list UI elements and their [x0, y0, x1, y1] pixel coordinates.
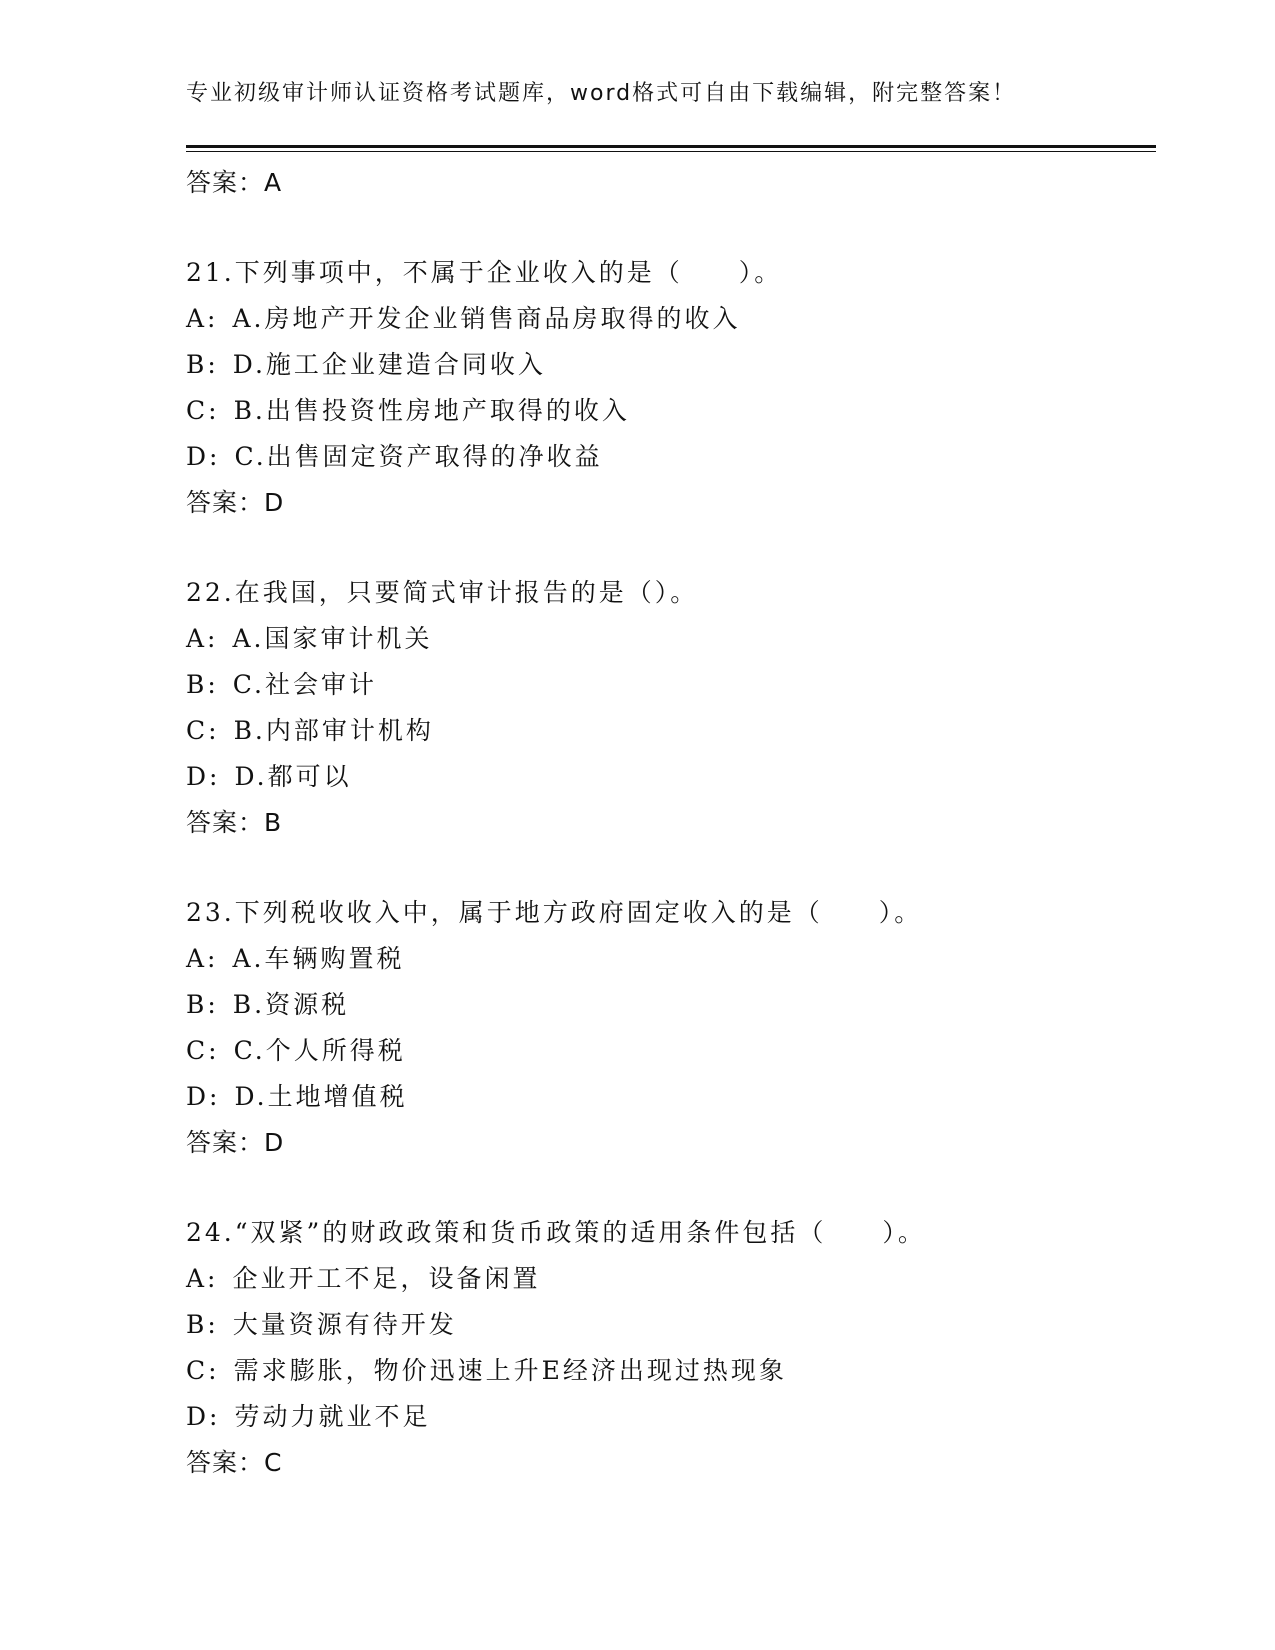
- option-a: [186, 936, 1166, 982]
- option-b: [186, 342, 1166, 388]
- answer-line: 答案：D: [186, 488, 285, 517]
- page-header: 专业初级审计师认证资格考试题库，word格式可自由下载编辑，附完整答案！: [186, 81, 1017, 106]
- question-stem: 21.下列事项中，不属于企业收入的是（ ）。: [186, 258, 783, 287]
- option-d: [186, 1394, 1166, 1440]
- option-text: D.都可以: [234, 762, 352, 791]
- option-label: B:: [186, 670, 219, 699]
- option-label: C:: [186, 1036, 220, 1065]
- option-c: [186, 708, 1166, 754]
- header-divider-thin: [186, 151, 1156, 152]
- option-label: D:: [186, 762, 221, 791]
- option-text: A.车辆购置税: [232, 944, 405, 973]
- option-b: [186, 982, 1166, 1028]
- option-label: B:: [186, 350, 219, 379]
- option-text: 需求膨胀，物价迅速上升E经济出现过热现象: [233, 1356, 787, 1385]
- option-label: D:: [186, 442, 221, 471]
- option-label: D:: [186, 1402, 221, 1431]
- option-c: [186, 388, 1166, 434]
- option-label: A:: [186, 1264, 219, 1293]
- question-stem: 24.“双紧”的财政政策和货币政策的适用条件包括（ ）。: [186, 1218, 926, 1247]
- option-a: [186, 296, 1166, 342]
- option-label: A:: [186, 304, 219, 333]
- option-label: B:: [186, 1310, 219, 1339]
- option-c: [186, 1028, 1166, 1074]
- option-label: C:: [186, 716, 220, 745]
- answer-line: 答案：C: [186, 1448, 283, 1477]
- option-text: B.内部审计机构: [233, 716, 434, 745]
- option-a: [186, 616, 1166, 662]
- option-text: 企业开工不足，设备闲置: [232, 1264, 541, 1293]
- option-a: [186, 1256, 1166, 1302]
- question-21: [186, 250, 1166, 526]
- option-label: B:: [186, 990, 219, 1019]
- answer-line: 答案：B: [186, 808, 283, 837]
- question-list: [186, 160, 1166, 1486]
- option-label: C:: [186, 396, 220, 425]
- option-text: C.出售固定资产取得的净收益: [234, 442, 603, 471]
- question-stem: 22.在我国，只要简式审计报告的是（）。: [186, 578, 699, 607]
- option-text: D.土地增值税: [234, 1082, 408, 1111]
- option-text: A.国家审计机关: [232, 624, 433, 653]
- option-text: 劳动力就业不足: [234, 1402, 431, 1431]
- header-divider-thick: [186, 145, 1156, 148]
- option-b: [186, 662, 1166, 708]
- answer-line: 答案：D: [186, 1128, 285, 1157]
- option-text: C.社会审计: [232, 670, 377, 699]
- option-d: [186, 1074, 1166, 1120]
- option-text: 大量资源有待开发: [232, 1310, 457, 1339]
- option-text: C.个人所得税: [233, 1036, 406, 1065]
- option-text: A.房地产开发企业销售商品房取得的收入: [232, 304, 741, 333]
- question-24: [186, 1210, 1166, 1486]
- option-d: [186, 434, 1166, 480]
- option-text: D.施工企业建造合同收入: [232, 350, 546, 379]
- previous-answer: 答案：A: [186, 168, 283, 197]
- question-22: [186, 570, 1166, 846]
- question-23: [186, 890, 1166, 1166]
- option-label: C:: [186, 1356, 220, 1385]
- option-label: A:: [186, 944, 219, 973]
- option-label: D:: [186, 1082, 221, 1111]
- option-c: [186, 1348, 1166, 1394]
- option-label: A:: [186, 624, 219, 653]
- question-stem: 23.下列税收收入中，属于地方政府固定收入的是（ ）。: [186, 898, 923, 927]
- option-d: [186, 754, 1166, 800]
- option-b: [186, 1302, 1166, 1348]
- option-text: B.出售投资性房地产取得的收入: [233, 396, 630, 425]
- option-text: B.资源税: [232, 990, 350, 1019]
